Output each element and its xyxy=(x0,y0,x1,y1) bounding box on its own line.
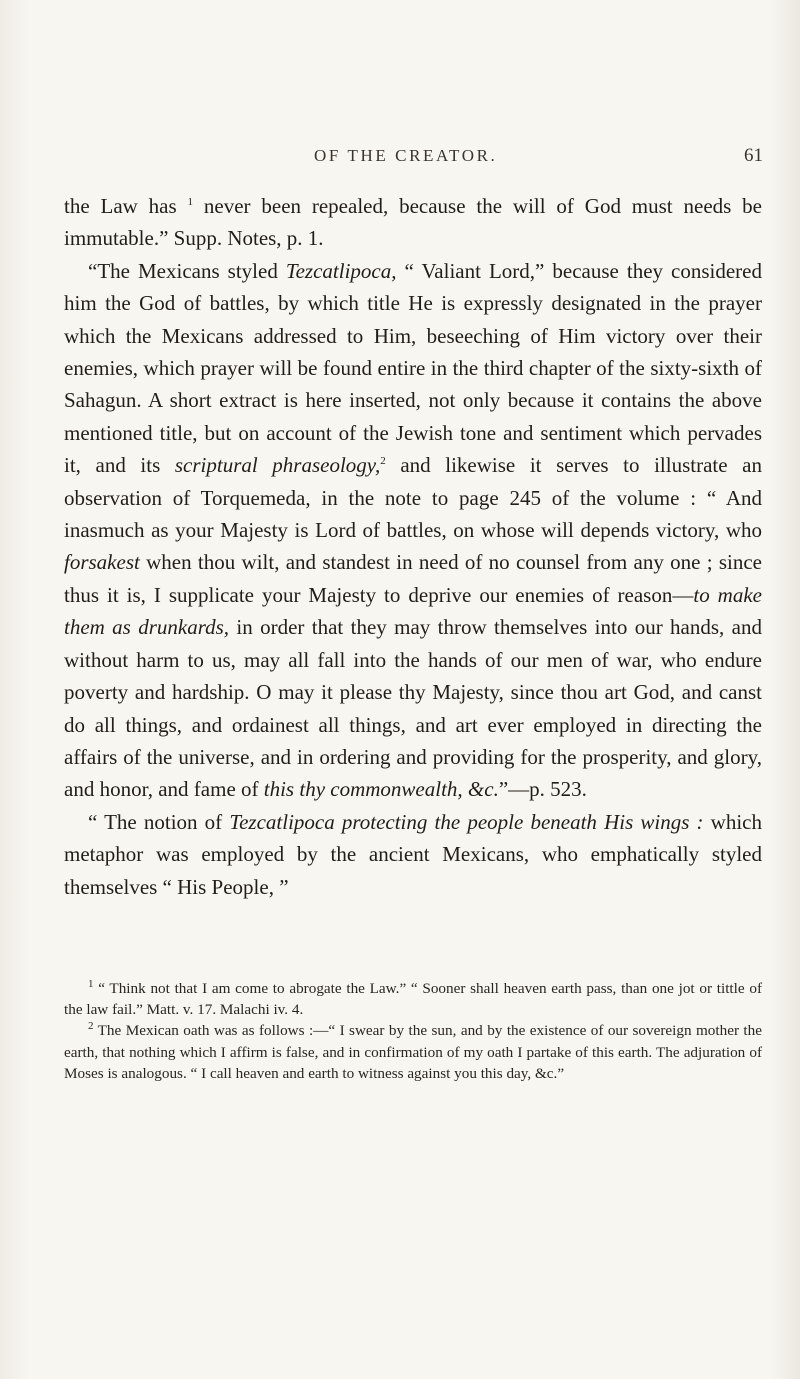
footnote-marker: 2 xyxy=(380,455,386,468)
running-title: OF THE CREATOR. xyxy=(314,146,498,165)
text-run: which metaphor was employed by the ancient Mexicans, who emphatically styled themselves “ His People, ” xyxy=(64,809,762,899)
paragraph xyxy=(64,255,762,806)
text-run: never been repealed, because the will of God must needs be immutable.” Supp. Notes, p. 1. xyxy=(64,194,762,251)
text-run: “ Think not that I am come to abrogate the Law.” “ Sooner shall heaven earth pass, than one jot or tittle of the law fail.” Matt. v. 17. Malachi iv. 4. xyxy=(64,980,762,1019)
paragraph xyxy=(64,806,762,903)
italic-text: scriptural phraseology, xyxy=(174,453,381,478)
footnotes xyxy=(64,978,762,1084)
text-run: ”—p. 523. xyxy=(498,777,587,802)
text-run: “ The notion of xyxy=(88,809,230,834)
italic-text: forsakest xyxy=(64,550,140,575)
page-header xyxy=(0,146,800,170)
italic-text: to make them as drunkards, xyxy=(64,582,762,640)
main-text xyxy=(64,190,762,903)
footnote xyxy=(64,978,762,1020)
footnote-marker: 1 xyxy=(187,196,194,208)
text-run: the Law has xyxy=(64,194,188,218)
text-run: and likewise it serves to illustrate an observation of Torquemeda, in the note to page 245 of the volume : “ And inasmuch as your Majesty is Lord of battles, on whose will depends victory, who xyxy=(64,453,762,543)
text-run: in order that they may throw themselves into our hands, and without harm to us, may all fall into the hands of our men of war, who endure poverty and hardship. O may it please thy Majesty, since thou art God, and canst do all things, and ordainest all things, and art ever employed in directing the affairs of the universe, and in ordering and providing for the prosperity, and glory, and honor, and fame of xyxy=(64,615,762,802)
text-run: “ Valiant Lord,” because they considered him the God of battles, by which title He is expressly designated in the prayer which the Mexicans addressed to Him, beseeching of Him victory over their enemies, which prayer will be found entire in the third chapter of the sixty-sixth of Sahagun. A short extract is here inserted, not only because it contains the above mentioned title, but on account of the Jewish tone and sentiment which pervades it, and its xyxy=(64,258,762,478)
paragraph xyxy=(64,190,762,255)
italic-text: Tezcatlipoca, xyxy=(285,258,397,283)
italic-text: Tezcatlipoca protecting the people beneath His wings : xyxy=(229,809,704,834)
footnote-marker: 1 xyxy=(88,977,94,990)
page-number: 61 xyxy=(744,145,763,166)
text-run: “The Mexicans styled xyxy=(88,258,286,283)
italic-text: this thy commonwealth, &c. xyxy=(263,777,499,802)
text-run: The Mexican oath was as follows :—“ I swear by the sun, and by the existence of our sovereign mother the earth, that nothing which I affirm is false, and in confirmation of my oath I partake of this earth. The adjuration of Moses is analogous. “ I call heaven and earth to witness against you this day, &c.” xyxy=(64,1022,762,1082)
footnote xyxy=(64,1020,762,1084)
text-run: when thou wilt, and standest in need of no counsel from any one ; since thus it is, I supplicate your Majesty to deprive our enemies of reason— xyxy=(64,550,762,607)
footnote-marker: 2 xyxy=(88,1020,94,1033)
